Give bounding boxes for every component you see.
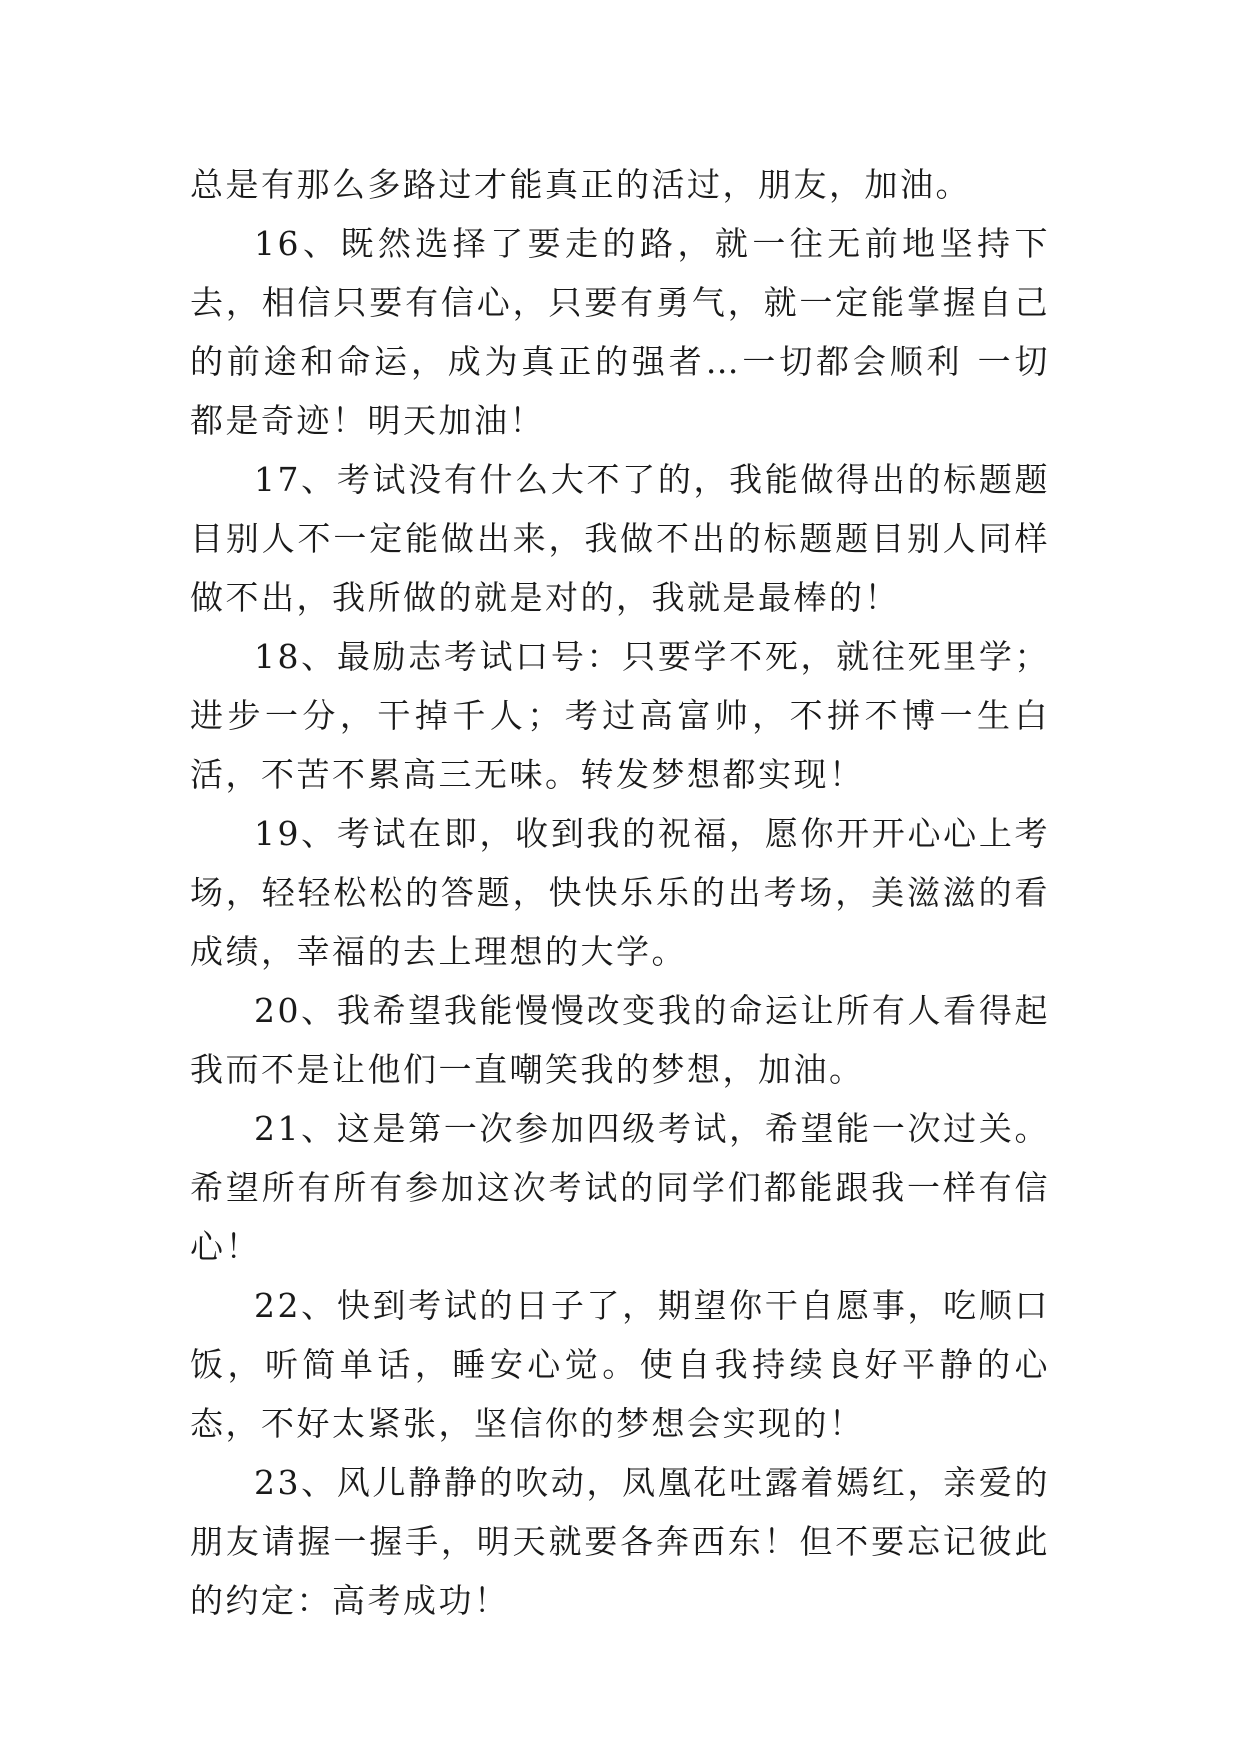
paragraph-20: 20、我希望我能慢慢改变我的命运让所有人看得起我而不是让他们一直嘲笑我的梦想，加油。	[190, 991, 1050, 1089]
document-body	[190, 155, 1050, 1630]
paragraph-19: 19、考试在即，收到我的祝福，愿你开开心心上考场，轻轻松松的答题，快快乐乐的出考场，美滋滋的看成绩，幸福的去上理想的大学。	[190, 814, 1050, 971]
paragraph-16: 16、既然选择了要走的路，就一往无前地坚持下去，相信只要有信心，只要有勇气，就一定能掌握自己的前途和命运，成为真正的强者…一切都会顺利 一切都是奇迹！明天加油！	[190, 224, 1050, 440]
paragraph-17: 17、考试没有什么大不了的，我能做得出的标题题目别人不一定能做出来，我做不出的标题题目别人同样做不出，我所做的就是对的，我就是最棒的！	[190, 460, 1050, 617]
paragraph-21: 21、这是第一次参加四级考试，希望能一次过关。希望所有所有参加这次考试的同学们都能跟我一样有信心！	[190, 1109, 1050, 1266]
paragraph-continuation: 总是有那么多路过才能真正的活过，朋友，加油。	[190, 165, 971, 204]
paragraph-23: 23、风儿静静的吹动，凤凰花吐露着嫣红，亲爱的朋友请握一握手，明天就要各奔西东！但不要忘记彼此的约定：高考成功！	[190, 1463, 1050, 1620]
paragraph-22: 22、快到考试的日子了，期望你干自愿事，吃顺口饭，听简单话，睡安心觉。使自我持续良好平静的心态，不好太紧张，坚信你的梦想会实现的！	[190, 1286, 1050, 1443]
paragraph-18: 18、最励志考试口号：只要学不死，就往死里学；进步一分，干掉千人；考过高富帅，不拼不博一生白活，不苦不累高三无味。转发梦想都实现！	[190, 637, 1050, 794]
